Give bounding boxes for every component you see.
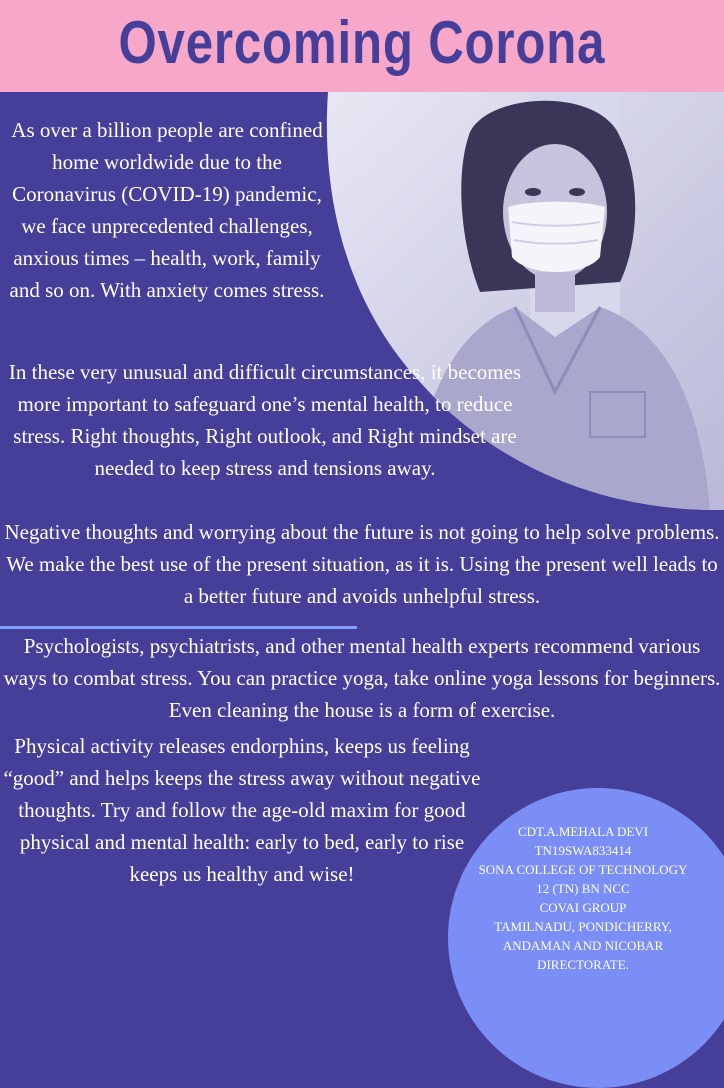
signature-line: ANDAMAN AND NICOBAR xyxy=(502,938,664,953)
page-title: Overcoming Corona xyxy=(118,8,606,76)
paragraph-mental-health: In these very unusual and difficult circumstances, it becomes more important to safeguard one’s mental health, to reduce stress. Right thoughts, Right outlook, and Right mindset are needed to keep stress and tensions away. xyxy=(8,360,522,480)
paragraph-expert-advice: Psychologists, psychiatrists, and other mental health experts recommend various ways to combat stress. You can practice yoga, take online yoga lessons for beginners. Even cleaning the house is a form of exercise. xyxy=(3,634,721,722)
header-banner xyxy=(0,0,724,92)
paragraph-present-situation: Negative thoughts and worrying about the future is not going to help solve problems. We make the best use of the present situation, as it is. Using the present well leads to a better future and avoids unhelpful stress. xyxy=(4,520,720,608)
signature-line: TAMILNADU, PONDICHERRY, xyxy=(494,919,672,934)
signature-line: 12 (TN) BN NCC xyxy=(536,881,630,896)
signature-line: SONA COLLEGE OF TECHNOLOGY xyxy=(478,862,688,877)
signature-line: CDT.A.MEHALA DEVI xyxy=(517,824,649,839)
author-signature-block xyxy=(452,822,714,974)
section-divider xyxy=(0,626,357,629)
paragraph-physical-activity: Physical activity releases endorphins, keeps us feeling “good” and helps keeps the stress away without negative thoughts. Try and follow the age-old maxim for good physical and mental health: early to bed, early to rise keeps us healthy and wise! xyxy=(3,734,481,886)
signature-line: COVAI GROUP xyxy=(539,900,627,915)
signature-line: DIRECTORATE. xyxy=(537,957,629,972)
paragraph-intro: As over a billion people are confined home worldwide due to the Coronavirus (COVID-19) pandemic, we face unprecedented challenges, anxious times – health, work, family and so on. With anxiety comes stress. xyxy=(9,118,325,302)
signature-line: TN19SWA833414 xyxy=(534,843,632,858)
